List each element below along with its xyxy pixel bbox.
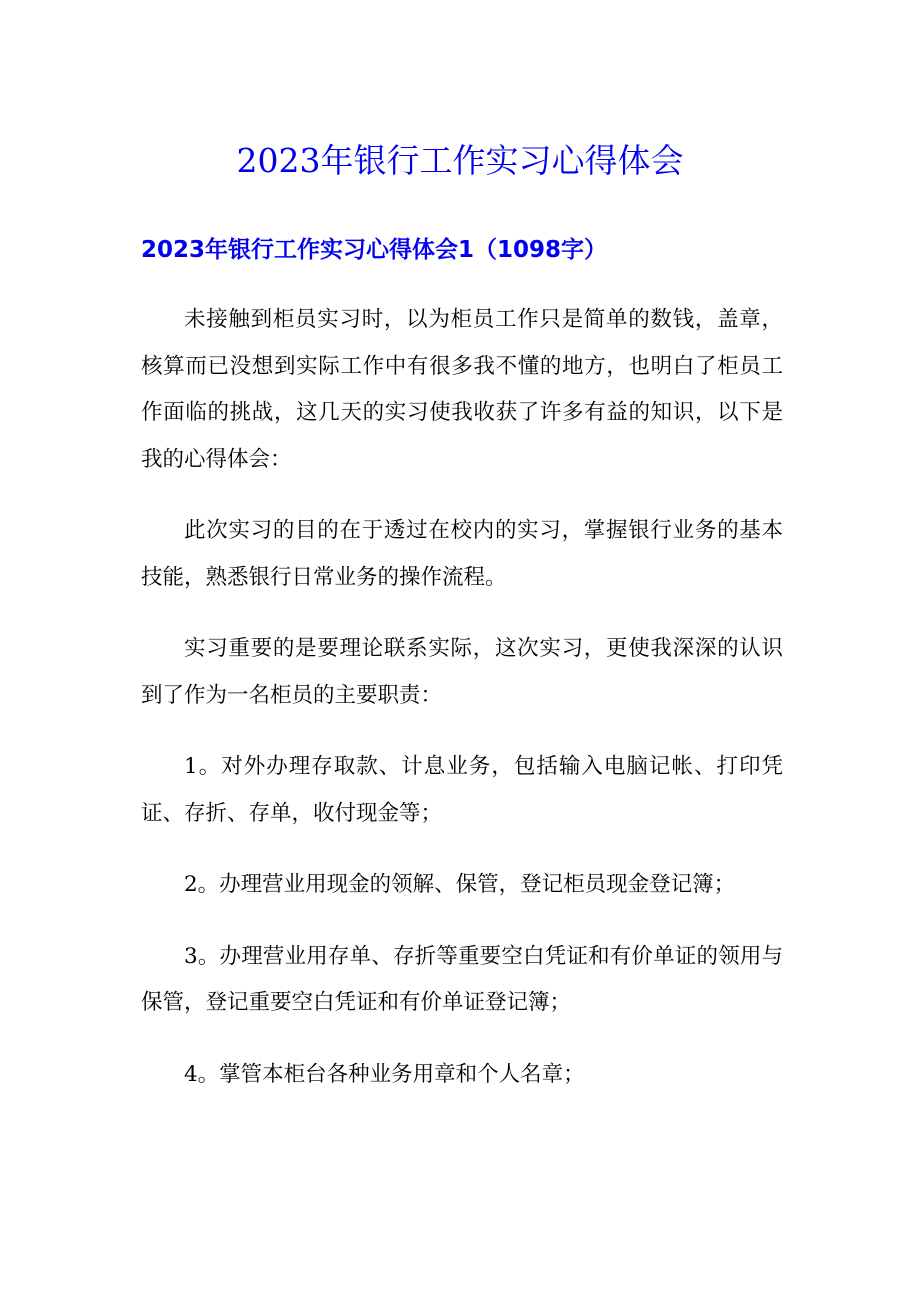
document-title: 2023年银行工作实习心得体会 [236,141,684,180]
section-heading: 2023年银行工作实习心得体会1（1098字） [141,237,608,263]
paragraph-purpose: 此次实习的目的在于透过在校内的实习，掌握银行业务的基本技能，熟悉银行日常业务的操作流程。 [141,518,783,590]
duty-item-4: 4。掌管本柜台各种业务用章和个人名章； [184,1061,585,1087]
duty-item-3: 3。办理营业用存单、存折等重要空白凭证和有价单证的领用与保管，登记重要空白凭证和有价单证登记簿； [141,943,783,1015]
duty-item-1: 1。对外办理存取款、计息业务，包括输入电脑记帐、打印凭证、存折、存单，收付现金等； [141,754,783,826]
document-body [141,297,783,1123]
paragraph-intro: 未接触到柜员实习时，以为柜员工作只是简单的数钱，盖章，核算而已没想到实际工作中有很多我不懂的地方，也明白了柜员工作面临的挑战，这几天的实习使我收获了许多有益的知识，以下是我的心得体会： [141,307,783,472]
paragraph-duties-intro: 实习重要的是要理论联系实际，这次实习，更使我深深的认识到了作为一名柜员的主要职责： [141,636,783,708]
duty-item-2: 2。办理营业用现金的领解、保管，登记柜员现金登记簿； [184,872,736,897]
